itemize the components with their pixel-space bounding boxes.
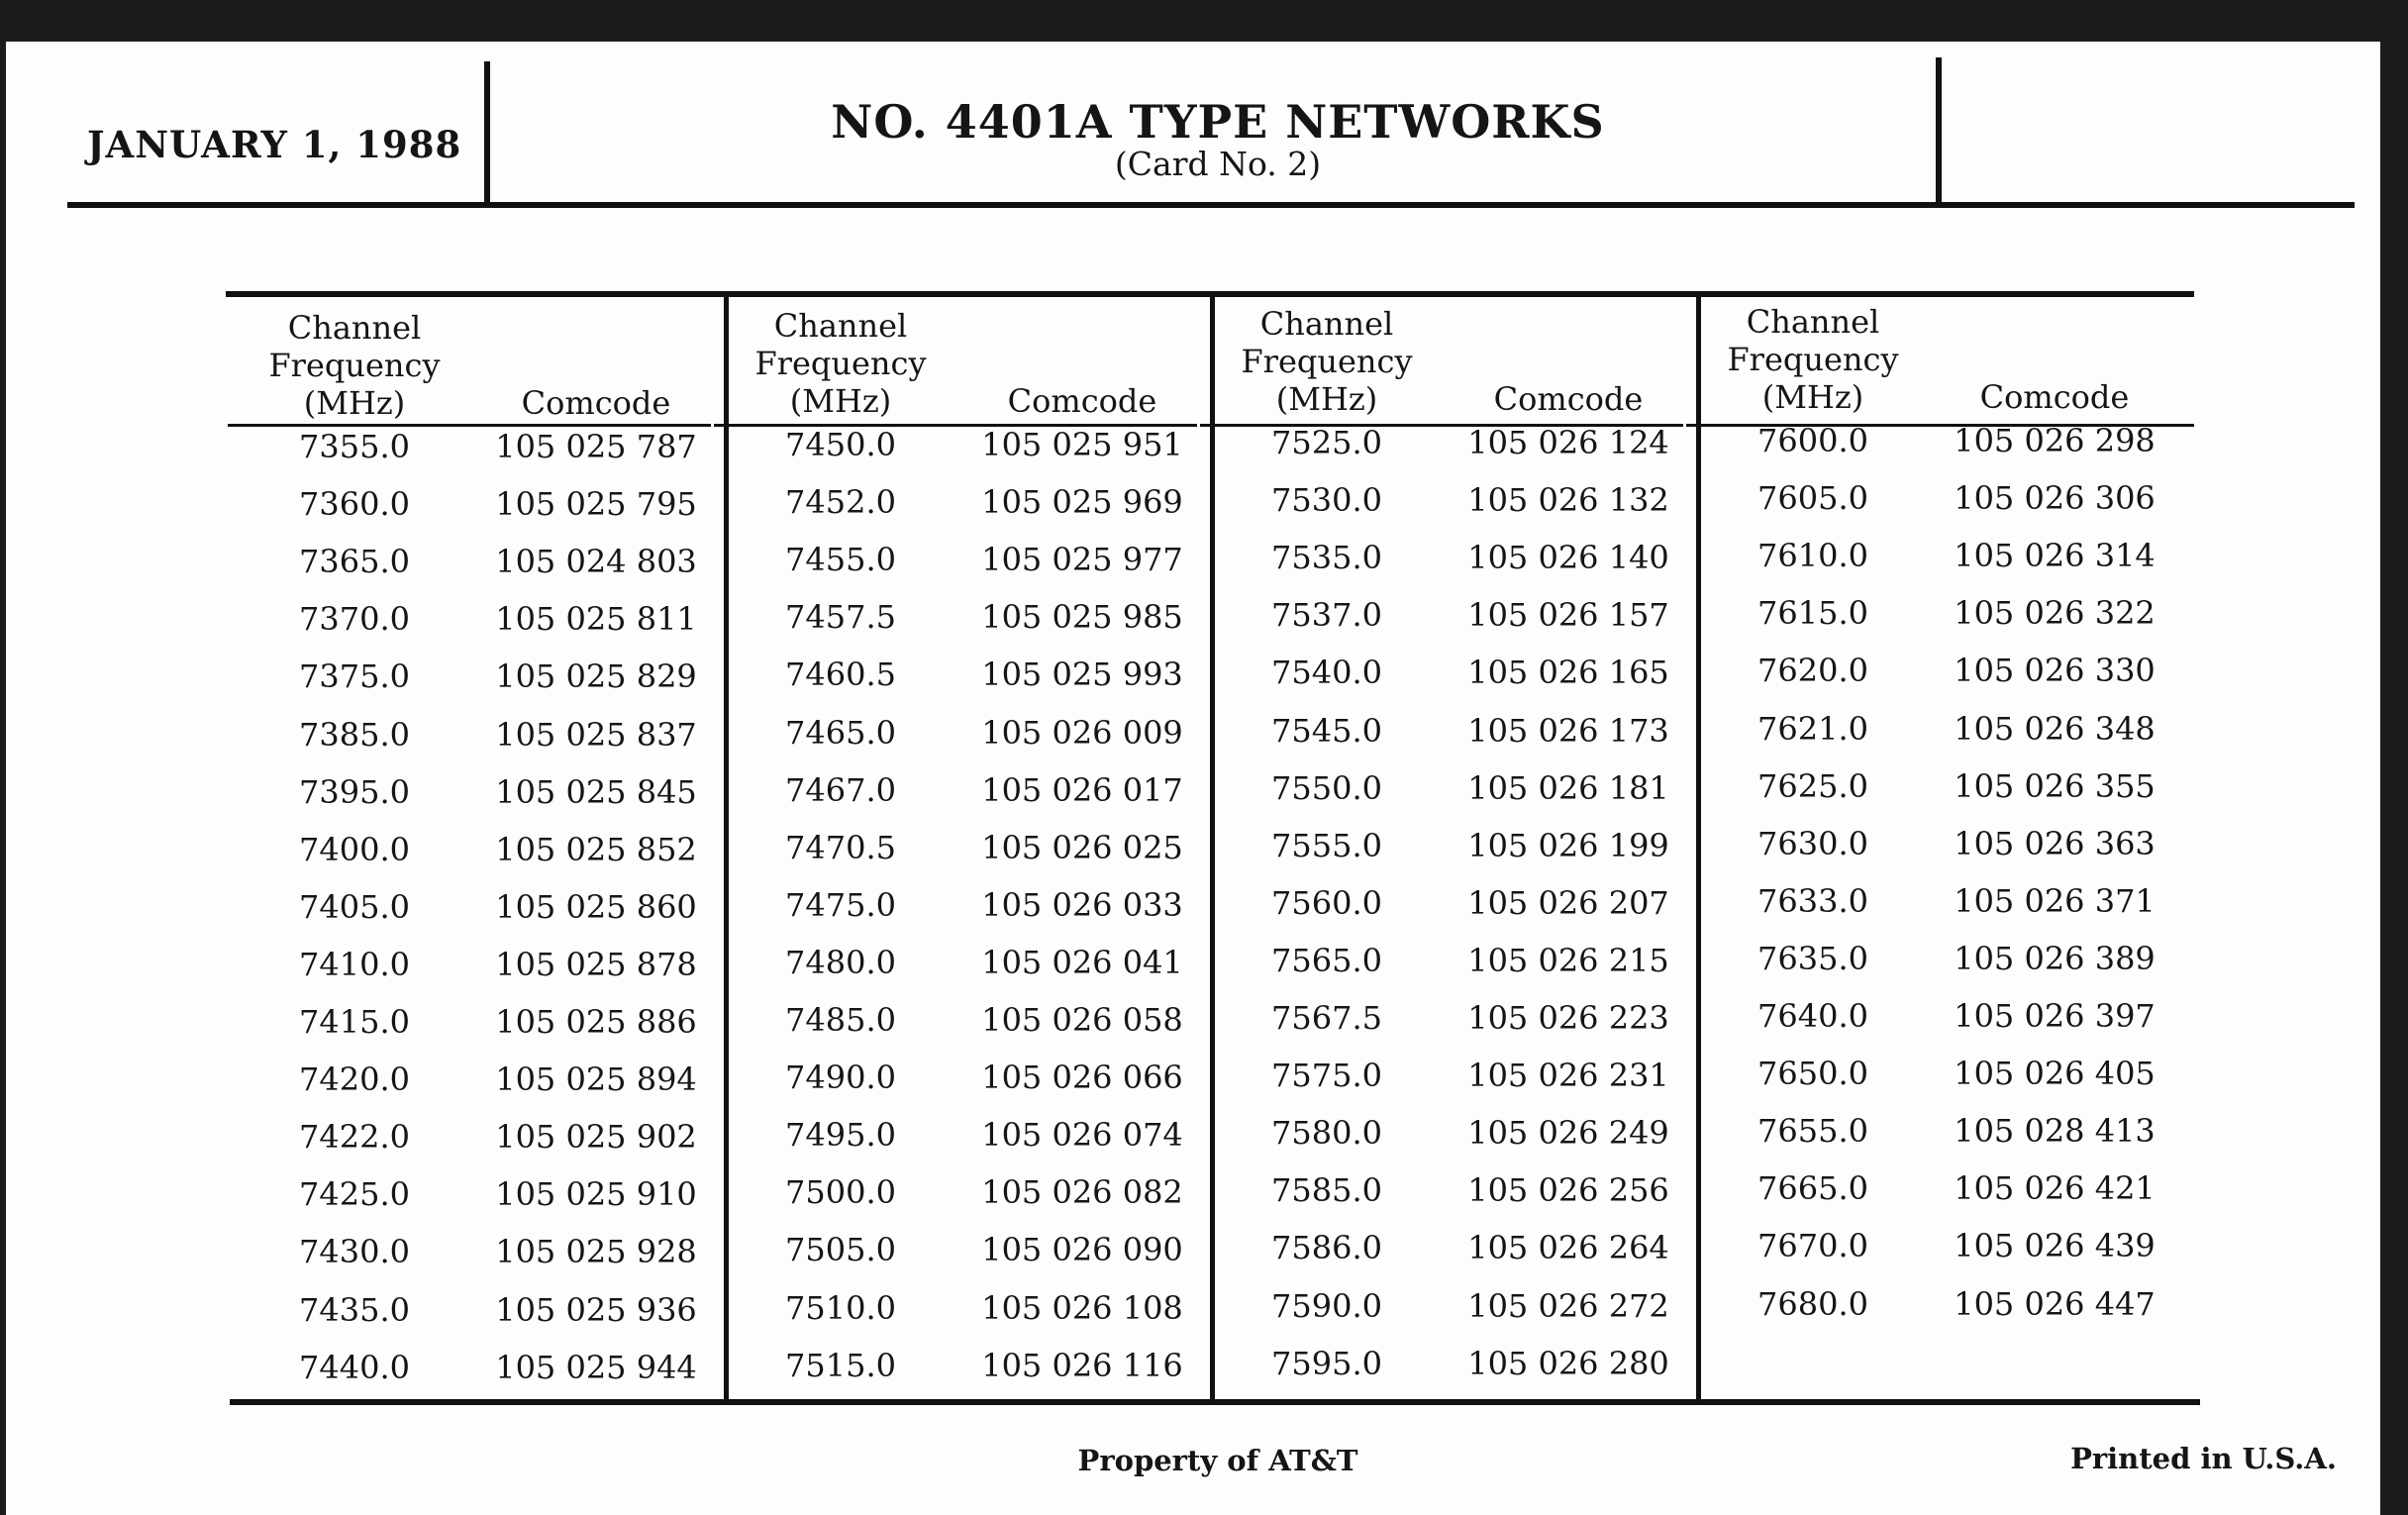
comcode-cell: 105 026 108 — [981, 1289, 1183, 1327]
comcode-cell: 105 024 803 — [495, 543, 697, 580]
frequency-cell: 7422.0 — [299, 1118, 410, 1156]
frequency-cell: 7435.0 — [299, 1291, 410, 1329]
comcode-cell: 105 025 985 — [981, 598, 1183, 636]
frequency-cell: 7580.0 — [1271, 1114, 1382, 1152]
frequency-cell: 7480.0 — [785, 944, 896, 981]
header-divider-right — [1936, 57, 1942, 204]
frequency-column-header — [1198, 305, 1455, 418]
comcode-cell: 105 026 058 — [981, 1001, 1183, 1039]
comcode-cell: 105 025 910 — [495, 1175, 697, 1213]
frequency-cell: 7430.0 — [299, 1233, 410, 1270]
frequency-cell: 7630.0 — [1757, 825, 1868, 862]
comcode-cell: 105 025 894 — [495, 1060, 697, 1098]
comcode-cell: 105 026 124 — [1467, 424, 1669, 461]
comcode-cell: 105 025 845 — [495, 773, 697, 811]
header-underline — [228, 424, 711, 427]
frequency-cell: 7565.0 — [1271, 942, 1382, 979]
comcode-cell: 105 025 902 — [495, 1118, 697, 1156]
frequency-cell: 7621.0 — [1757, 710, 1868, 748]
comcode-cell: 105 026 314 — [1954, 537, 2156, 574]
frequency-cell: 7465.0 — [785, 714, 896, 752]
comcode-cell: 105 026 249 — [1467, 1114, 1669, 1152]
frequency-cell: 7555.0 — [1271, 827, 1382, 864]
frequency-cell: 7457.5 — [785, 598, 896, 636]
frequency-cell: 7610.0 — [1757, 537, 1868, 574]
frequency-header-line: Frequency — [754, 345, 927, 382]
frequency-cell: 7370.0 — [299, 600, 410, 638]
comcode-column-header: Comcode — [1979, 378, 2130, 416]
frequency-cell: 7420.0 — [299, 1060, 410, 1098]
frequency-cell: 7567.5 — [1271, 999, 1382, 1037]
frequency-cell: 7455.0 — [785, 541, 896, 578]
frequency-cell: 7530.0 — [1271, 481, 1382, 519]
header-rule — [67, 202, 2355, 208]
frequency-cell: 7467.0 — [785, 771, 896, 809]
comcode-cell: 105 026 322 — [1954, 594, 2156, 632]
comcode-cell: 105 025 811 — [495, 600, 697, 638]
frequency-cell: 7586.0 — [1271, 1229, 1382, 1266]
comcode-cell: 105 026 215 — [1467, 942, 1669, 979]
frequency-cell: 7625.0 — [1757, 767, 1868, 805]
footer-property: Property of AT&T — [1077, 1444, 1358, 1477]
comcode-cell: 105 026 116 — [981, 1347, 1183, 1384]
comcode-cell: 105 026 421 — [1954, 1169, 2156, 1207]
comcode-cell: 105 026 223 — [1467, 999, 1669, 1037]
comcode-cell: 105 026 009 — [981, 714, 1183, 752]
frequency-cell: 7470.5 — [785, 829, 896, 866]
comcode-cell: 105 026 090 — [981, 1231, 1183, 1268]
frequency-cell: 7425.0 — [299, 1175, 410, 1213]
frequency-cell: 7515.0 — [785, 1347, 896, 1384]
frequency-cell: 7575.0 — [1271, 1057, 1382, 1094]
frequency-cell: 7475.0 — [785, 886, 896, 924]
header-divider-left — [484, 61, 490, 208]
comcode-cell: 105 026 256 — [1467, 1171, 1669, 1209]
frequency-cell: 7585.0 — [1271, 1171, 1382, 1209]
comcode-cell: 105 025 928 — [495, 1233, 697, 1270]
frequency-cell: 7505.0 — [785, 1231, 896, 1268]
frequency-cell: 7540.0 — [1271, 654, 1382, 691]
comcode-cell: 105 025 951 — [981, 426, 1183, 463]
frequency-cell: 7405.0 — [299, 888, 410, 926]
frequency-cell: 7415.0 — [299, 1003, 410, 1041]
comcode-cell: 105 026 132 — [1467, 481, 1669, 519]
frequency-header-line: (MHz) — [1275, 380, 1378, 418]
card-title: NO. 4401A TYPE NETWORKS — [831, 95, 1605, 149]
frequency-cell: 7537.0 — [1271, 596, 1382, 634]
frequency-cell: 7670.0 — [1757, 1227, 1868, 1264]
frequency-column-header — [226, 309, 483, 422]
comcode-cell: 105 026 298 — [1954, 422, 2156, 459]
comcode-cell: 105 028 413 — [1954, 1112, 2156, 1150]
comcode-cell: 105 026 207 — [1467, 884, 1669, 922]
frequency-cell: 7485.0 — [785, 1001, 896, 1039]
comcode-cell: 105 025 860 — [495, 888, 697, 926]
comcode-cell: 105 026 017 — [981, 771, 1183, 809]
comcode-cell: 105 026 033 — [981, 886, 1183, 924]
comcode-cell: 105 026 405 — [1954, 1055, 2156, 1092]
frequency-header-line: (MHz) — [1761, 378, 1864, 416]
comcode-cell: 105 026 439 — [1954, 1227, 2156, 1264]
frequency-cell: 7605.0 — [1757, 479, 1868, 517]
frequency-cell: 7452.0 — [785, 483, 896, 521]
comcode-cell: 105 026 447 — [1954, 1285, 2156, 1323]
comcode-cell: 105 026 306 — [1954, 479, 2156, 517]
comcode-cell: 105 026 074 — [981, 1116, 1183, 1154]
comcode-cell: 105 026 066 — [981, 1059, 1183, 1096]
frequency-header-line: (MHz) — [789, 382, 892, 420]
frequency-cell: 7535.0 — [1271, 539, 1382, 576]
comcode-cell: 105 026 363 — [1954, 825, 2156, 862]
frequency-cell: 7495.0 — [785, 1116, 896, 1154]
table-bottom-rule — [230, 1399, 2200, 1405]
comcode-cell: 105 026 371 — [1954, 882, 2156, 920]
frequency-header-line: Frequency — [1727, 341, 1899, 378]
frequency-column-header — [1684, 303, 1942, 416]
card-date: JANUARY 1, 1988 — [87, 123, 462, 166]
frequency-header-line: Channel — [1746, 303, 1880, 341]
frequency-cell: 7410.0 — [299, 946, 410, 983]
comcode-cell: 105 026 199 — [1467, 827, 1669, 864]
comcode-cell: 105 026 181 — [1467, 769, 1669, 807]
frequency-cell: 7635.0 — [1757, 940, 1868, 977]
comcode-cell: 105 026 173 — [1467, 712, 1669, 750]
comcode-cell: 105 025 977 — [981, 541, 1183, 578]
comcode-cell: 105 026 264 — [1467, 1229, 1669, 1266]
frequency-header-line: Frequency — [1241, 343, 1413, 380]
comcode-cell: 105 026 140 — [1467, 539, 1669, 576]
frequency-cell: 7460.5 — [785, 656, 896, 693]
comcode-cell: 105 025 795 — [495, 485, 697, 523]
frequency-header-line: (MHz) — [303, 384, 406, 422]
comcode-column-header: Comcode — [1493, 380, 1644, 418]
frequency-header-line: Channel — [773, 307, 908, 345]
frequency-cell: 7500.0 — [785, 1173, 896, 1211]
comcode-cell: 105 025 829 — [495, 657, 697, 695]
comcode-cell: 105 026 280 — [1467, 1345, 1669, 1382]
comcode-cell: 105 026 389 — [1954, 940, 2156, 977]
comcode-cell: 105 026 355 — [1954, 767, 2156, 805]
comcode-cell: 105 025 936 — [495, 1291, 697, 1329]
frequency-cell: 7385.0 — [299, 716, 410, 754]
comcode-cell: 105 026 231 — [1467, 1057, 1669, 1094]
footer-printed: Printed in U.S.A. — [2070, 1442, 2337, 1475]
frequency-cell: 7510.0 — [785, 1289, 896, 1327]
comcode-cell: 105 026 165 — [1467, 654, 1669, 691]
frequency-cell: 7665.0 — [1757, 1169, 1868, 1207]
comcode-cell: 105 026 157 — [1467, 596, 1669, 634]
card-subtitle: (Card No. 2) — [1114, 145, 1322, 183]
frequency-cell: 7640.0 — [1757, 997, 1868, 1035]
comcode-column-header: Comcode — [1007, 382, 1157, 420]
frequency-cell: 7655.0 — [1757, 1112, 1868, 1150]
frequency-cell: 7560.0 — [1271, 884, 1382, 922]
frequency-cell: 7360.0 — [299, 485, 410, 523]
frequency-cell: 7633.0 — [1757, 882, 1868, 920]
comcode-cell: 105 026 025 — [981, 829, 1183, 866]
comcode-cell: 105 026 330 — [1954, 652, 2156, 689]
frequency-cell: 7600.0 — [1757, 422, 1868, 459]
frequency-cell: 7545.0 — [1271, 712, 1382, 750]
comcode-cell: 105 025 837 — [495, 716, 697, 754]
frequency-cell: 7355.0 — [299, 428, 410, 465]
frequency-column-header — [712, 307, 969, 420]
comcode-cell: 105 025 878 — [495, 946, 697, 983]
comcode-cell: 105 026 041 — [981, 944, 1183, 981]
frequency-header-line: Channel — [1259, 305, 1394, 343]
frequency-cell: 7395.0 — [299, 773, 410, 811]
comcode-cell: 105 026 272 — [1467, 1287, 1669, 1325]
comcode-cell: 105 025 993 — [981, 656, 1183, 693]
frequency-header-line: Channel — [287, 309, 422, 347]
frequency-cell: 7550.0 — [1271, 769, 1382, 807]
frequency-cell: 7400.0 — [299, 831, 410, 868]
frequency-cell: 7525.0 — [1271, 424, 1382, 461]
frequency-cell: 7375.0 — [299, 657, 410, 695]
comcode-cell: 105 025 886 — [495, 1003, 697, 1041]
frequency-cell: 7620.0 — [1757, 652, 1868, 689]
frequency-cell: 7490.0 — [785, 1059, 896, 1096]
frequency-cell: 7450.0 — [785, 426, 896, 463]
frequency-cell: 7440.0 — [299, 1349, 410, 1386]
comcode-column-header: Comcode — [521, 384, 671, 422]
frequency-cell: 7365.0 — [299, 543, 410, 580]
frequency-header-line: Frequency — [268, 347, 441, 384]
comcode-cell: 105 026 348 — [1954, 710, 2156, 748]
comcode-cell: 105 026 397 — [1954, 997, 2156, 1035]
frequency-cell: 7650.0 — [1757, 1055, 1868, 1092]
comcode-cell: 105 026 082 — [981, 1173, 1183, 1211]
frequency-cell: 7595.0 — [1271, 1345, 1382, 1382]
comcode-cell: 105 025 944 — [495, 1349, 697, 1386]
frequency-cell: 7680.0 — [1757, 1285, 1868, 1323]
frequency-cell: 7590.0 — [1271, 1287, 1382, 1325]
comcode-cell: 105 025 852 — [495, 831, 697, 868]
frequency-cell: 7615.0 — [1757, 594, 1868, 632]
comcode-cell: 105 025 787 — [495, 428, 697, 465]
comcode-cell: 105 025 969 — [981, 483, 1183, 521]
